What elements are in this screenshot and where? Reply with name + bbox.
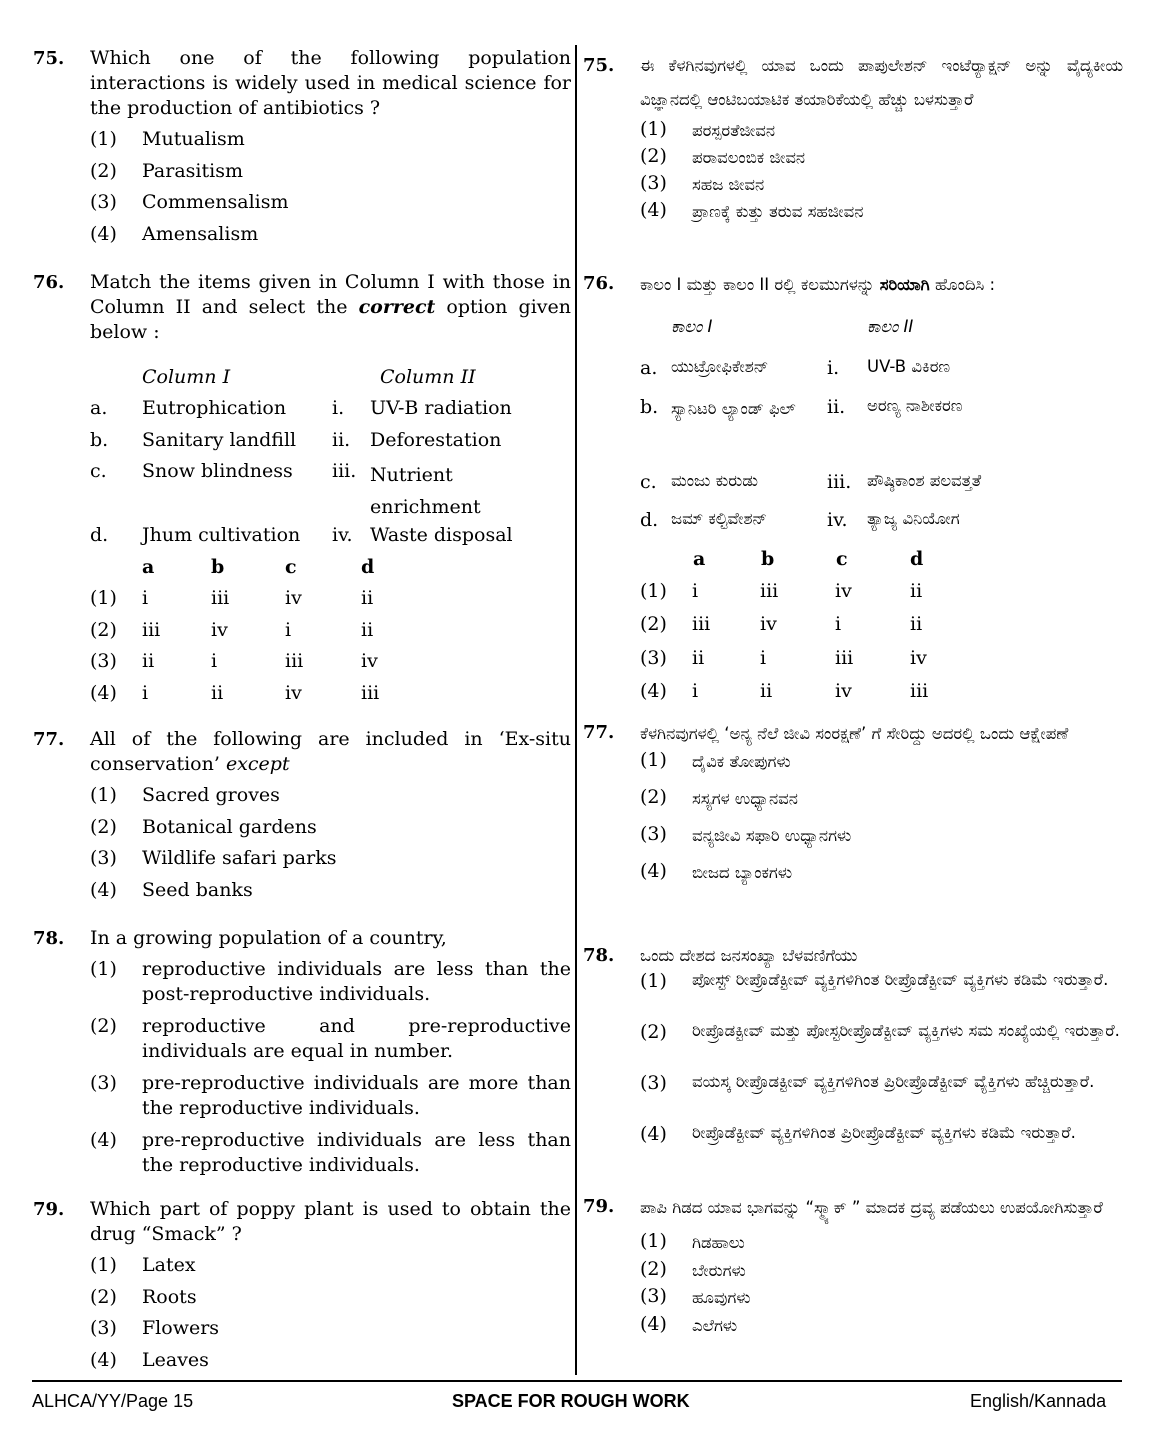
option-4: (4) Seed banks bbox=[90, 878, 253, 901]
option-4: (4) ರೀಪ್ರೊಡೆಕ್ಟೀವ್ ವ್ಯಕ್ತಿಗಳಿಗಿಂತ ಪ್ರಿರೀಪ್ರೊಡೆಕ್ಟೀವ್ ವ್ಯಕ್ತಿಗಳು ಕಡಿಮೆ ಇರುತ್ತಾರೆ. bbox=[640, 1123, 1076, 1145]
match-row-match: ಅರಣ್ಯ ನಾಶೀಕರಣ bbox=[867, 396, 963, 415]
option-4: (4) pre-reproductive individuals are less than the reproductive individuals. bbox=[90, 1129, 571, 1176]
option-1: (1) Mutualism bbox=[90, 128, 245, 150]
option-1: (1) ಗಿಡಹಾಲು bbox=[640, 1230, 745, 1252]
option-4: (4) Leaves bbox=[90, 1348, 209, 1371]
question-text: ಕೆಳಗಿನವುಗಳಲ್ಲಿ ‘ಅನ್ಯ ನೆಲೆ ಜೀವಿ ಸಂರಕ್ಷಣೆ’ ಗೆ ಸೇರಿದ್ದು ಅದರಲ್ಲಿ ಒಂದು ಆಕ್ಷೇಪಣೆ bbox=[640, 724, 1069, 743]
question-76-en bbox=[33, 270, 571, 710]
match-row-letter: a. bbox=[90, 397, 108, 419]
option-3: (3) ಹೂವುಗಳು bbox=[640, 1285, 751, 1307]
option-2: (2) ಪರಾವಲಂಬಿಕ ಜೀವನ bbox=[640, 145, 806, 167]
question-number: 76. bbox=[33, 272, 65, 293]
match-row-letter: c. bbox=[90, 460, 107, 482]
column-1-header: Column I bbox=[142, 366, 231, 388]
match-row-roman: ii. bbox=[827, 396, 846, 418]
match-row-item: ಮಂಜು ಕುರುಡು bbox=[671, 471, 758, 490]
question-number: 75. bbox=[583, 55, 615, 76]
language-label: English/Kannada bbox=[970, 1391, 1107, 1411]
match-row-letter: d. bbox=[640, 509, 659, 531]
match-row-match: UV-B ವಿಕಿರಣ bbox=[867, 357, 951, 376]
answer-header-c: c bbox=[285, 556, 297, 578]
answer-header-c: c bbox=[836, 548, 848, 570]
answer-header-b: b bbox=[761, 548, 775, 570]
question-number: 78. bbox=[583, 945, 615, 966]
answer-option-4: (4) i ii iv iii bbox=[640, 680, 929, 702]
question-text: ಕಾಲಂ I ಮತ್ತು ಕಾಲಂ II ರಲ್ಲಿ ಕಲಮುಗಳನ್ನು ಸರಿಯಾಗಿ ಹೊಂದಿಸಿ : bbox=[640, 275, 996, 294]
question-number: 76. bbox=[583, 273, 615, 294]
match-row-roman: i. bbox=[332, 397, 345, 419]
question-number: 77. bbox=[583, 722, 615, 743]
question-text: ಒಂದು ದೇಶದ ಜನಸಂಖ್ಯಾ ಬೆಳವಣಿಗೆಯು bbox=[640, 946, 858, 965]
question-77-en bbox=[33, 727, 571, 909]
question-79-en bbox=[33, 1197, 571, 1379]
match-row-match: ಪೌಷ್ಠಿಕಾಂಶ ಪಲವತ್ತತೆ bbox=[867, 471, 982, 490]
option-2: (2) ಬೇರುಗಳು bbox=[640, 1257, 746, 1280]
question-number: 79. bbox=[33, 1199, 65, 1220]
option-3: (3) Flowers bbox=[90, 1317, 220, 1339]
option-2: (2) Parasitism bbox=[90, 159, 243, 182]
question-76-kn bbox=[583, 271, 1123, 711]
question-text: Which part of poppy plant is used to obtain the drug “Smack” ? bbox=[90, 1198, 571, 1245]
answer-option-3: (3) ii i iii iv bbox=[640, 647, 927, 669]
match-row-letter: b. bbox=[90, 429, 109, 451]
question-text: Match the items given in Column I with those in Column II and select the correct option given below : bbox=[90, 271, 572, 343]
option-3: (3) ವನ್ಯಜೀವಿ ಸಫಾರಿ ಉಧ್ಯಾನಗಳು bbox=[640, 823, 852, 845]
option-4: (4) ಪ್ರಾಣಕ್ಕೆ ಕುತ್ತು ತರುವ ಸಹಜೀವನ bbox=[640, 199, 864, 221]
answer-option-1: (1) i iii iv ii bbox=[90, 587, 374, 609]
column-divider bbox=[575, 45, 577, 1375]
column-2-header: ಕಾಲಂ II bbox=[867, 317, 914, 336]
option-4: (4) Amensalism bbox=[90, 222, 259, 245]
option-3: (3) ವಯಸ್ಕ ರೀಪ್ರೊಡಕ್ಟೀವ್ ವ್ಯಕ್ತಿಗಳಿಗಿಂತ ಪ್ರಿರೀಪ್ರೊಡೆಕ್ಟೀವ್ ವ್ಯೆಕ್ತಿಗಳು ಹೆಚ್ಚಿರುತ್ತಾರೆ. bbox=[640, 1072, 1095, 1094]
question-78-en bbox=[33, 926, 571, 1185]
option-2: (2) Botanical gardens bbox=[90, 815, 317, 838]
question-number: 78. bbox=[33, 928, 65, 949]
question-79-kn bbox=[583, 1194, 1123, 1339]
question-number: 79. bbox=[583, 1196, 615, 1217]
option-1: (1) reproductive individuals are less than the post-reproductive individuals. bbox=[90, 958, 571, 1005]
page-code: ALHCA/YY/Page 15 bbox=[32, 1391, 194, 1411]
option-4: (4) ಬೀಜದ ಬ್ಯಾಂಕಗಳು bbox=[640, 860, 793, 882]
option-3: (3) ಸಹಜ ಜೀವನ bbox=[640, 172, 765, 194]
match-row-roman: iv. bbox=[332, 524, 353, 546]
match-row-roman: iii. bbox=[332, 460, 357, 482]
match-row-item: Sanitary landfill bbox=[142, 429, 297, 451]
question-number: 77. bbox=[33, 729, 65, 750]
option-4: (4) ಎಲೆಗಳು bbox=[640, 1312, 738, 1335]
match-row-item: Jhum cultivation bbox=[142, 524, 301, 546]
match-row-match: Nutrient enrichment bbox=[370, 464, 481, 518]
match-row-match: UV-B radiation bbox=[370, 397, 512, 419]
rough-work-label: SPACE FOR ROUGH WORK bbox=[452, 1391, 690, 1411]
answer-option-1: (1) i iii iv ii bbox=[640, 580, 923, 602]
option-1: (1) ದೈವಿಕ ತೋಪುಗಳು bbox=[640, 749, 791, 771]
match-row-letter: b. bbox=[640, 396, 659, 418]
question-text: All of the following are included in ‘Ex-situ conservation’ except bbox=[90, 728, 571, 775]
match-row-roman: iv. bbox=[827, 509, 848, 531]
match-row-item: Snow blindness bbox=[142, 460, 293, 482]
answer-header-a: a bbox=[142, 556, 155, 578]
answer-header-a: a bbox=[693, 548, 706, 570]
match-row-roman: iii. bbox=[827, 471, 852, 493]
option-1: (1) ಪರಸ್ಪರತೆಜೀವನ bbox=[640, 118, 776, 140]
match-row-item: ಜಮ್ ಕಲ್ಟಿವೇಶನ್ bbox=[671, 509, 768, 528]
question-text: ಈ ಕೆಳಗಿನವುಗಳಲ್ಲಿ ಯಾವ ಒಂದು ಪಾಪುಲೇಶನ್ ಇಂಟೆರ್‍ಯಾಕ್ಷನ್ ಅನ್ನು ವೈದ್ಯಕೀಯ ವಿಜ್ಞಾನದಲ್ಲಿ ಆಂಟಿಬಯಾಟಿಕ ತಯಾರಿಕೆಯಲ್ಲಿ ಹೆಚ್ಚು ಬಳಸುತ್ತಾರೆ bbox=[640, 56, 1123, 109]
question-text: In a growing population of a country, bbox=[90, 927, 447, 949]
answer-header-b: b bbox=[211, 556, 225, 578]
option-1: (1) Latex bbox=[90, 1254, 196, 1276]
option-2: (2) ರೀಪ್ರೊಡಕ್ಟೀವ್ ಮತ್ತು ಪೋಸ್ಟರೀಪ್ರೊಡೆಕ್ಟೀವ್ ವ್ಯಕ್ತಿಗಳು ಸಮ ಸಂಖ್ಯೆಯಲ್ಲಿ ಇರುತ್ತಾರೆ. bbox=[640, 1021, 1120, 1043]
option-2: (2) Roots bbox=[90, 1285, 197, 1308]
match-row-letter: a. bbox=[640, 357, 658, 379]
question-text: ಪಾಪಿ ಗಿಡದ ಯಾವ ಭಾಗವನ್ನು “ಸ್ಮ್ಯಾಕ್ ” ಮಾದಕ ದ್ರವ್ಯ ಪಡೆಯಲು ಉಪಯೋಗಿಸುತ್ತಾರೆ bbox=[640, 1198, 1103, 1217]
option-2: (2) ಸಸ್ಯಗಳ ಉಧ್ಯಾನವನ bbox=[640, 786, 798, 808]
match-row-item: Eutrophication bbox=[142, 397, 287, 419]
answer-option-3: (3) ii i iii iv bbox=[90, 650, 378, 672]
option-3: (3) Wildlife safari parks bbox=[90, 847, 337, 869]
answer-header-d: d bbox=[361, 556, 375, 578]
footer-rule bbox=[32, 1380, 1122, 1382]
question-text: Which one of the following population interactions is widely used in medical science for the production of antibiotics ? bbox=[90, 47, 571, 119]
option-1: (1) Sacred groves bbox=[90, 784, 280, 806]
match-row-item: ಯುಟ್ರೋಫಿಕೇಶನ್ bbox=[671, 357, 769, 376]
answer-option-2: (2) iii iv i ii bbox=[90, 619, 374, 641]
match-row-match: Waste disposal bbox=[370, 524, 513, 546]
answer-option-4: (4) i ii iv iii bbox=[90, 682, 380, 704]
question-78-kn bbox=[583, 943, 1123, 1173]
match-row-match: Deforestation bbox=[370, 429, 502, 451]
match-row-roman: i. bbox=[827, 357, 840, 379]
answer-header-d: d bbox=[910, 548, 924, 570]
column-2-header: Column II bbox=[380, 366, 476, 388]
option-1: (1) ಪೋಸ್ಟ್ ರೀಪ್ರೊಡೆಕ್ಟೀವ್ ವ್ಯಕ್ತಿಗಳಿಗಿಂತ ರೀಪ್ರೊಡೆಕ್ಟೀವ್ ವ್ಯಕ್ತಿಗಳು ಕಡಿಮೆ ಇರುತ್ತಾರೆ. bbox=[640, 970, 1109, 992]
option-2: (2) reproductive and pre-reproductive individuals are equal in number. bbox=[90, 1015, 571, 1062]
match-row-letter: c. bbox=[640, 471, 657, 493]
column-1-header: ಕಾಲಂ I bbox=[671, 317, 713, 336]
option-3: (3) Commensalism bbox=[90, 191, 289, 213]
match-row-letter: d. bbox=[90, 524, 109, 546]
answer-option-2: (2) iii iv i ii bbox=[640, 613, 923, 635]
question-75-kn bbox=[583, 53, 1123, 225]
match-row-roman: ii. bbox=[332, 429, 351, 451]
question-75-en bbox=[33, 46, 571, 253]
match-row-item: ಸ್ಯಾನಿಟರಿ ಲ್ಯಾಂಡ್ ಫಿಲ್ bbox=[671, 399, 796, 418]
question-number: 75. bbox=[33, 48, 65, 69]
match-row-match: ತ್ಯಾಜ್ಯ ವಿನಿಯೋಗ bbox=[867, 509, 960, 528]
option-3: (3) pre-reproductive individuals are more than the reproductive individuals. bbox=[90, 1072, 571, 1119]
question-77-kn bbox=[583, 720, 1123, 896]
